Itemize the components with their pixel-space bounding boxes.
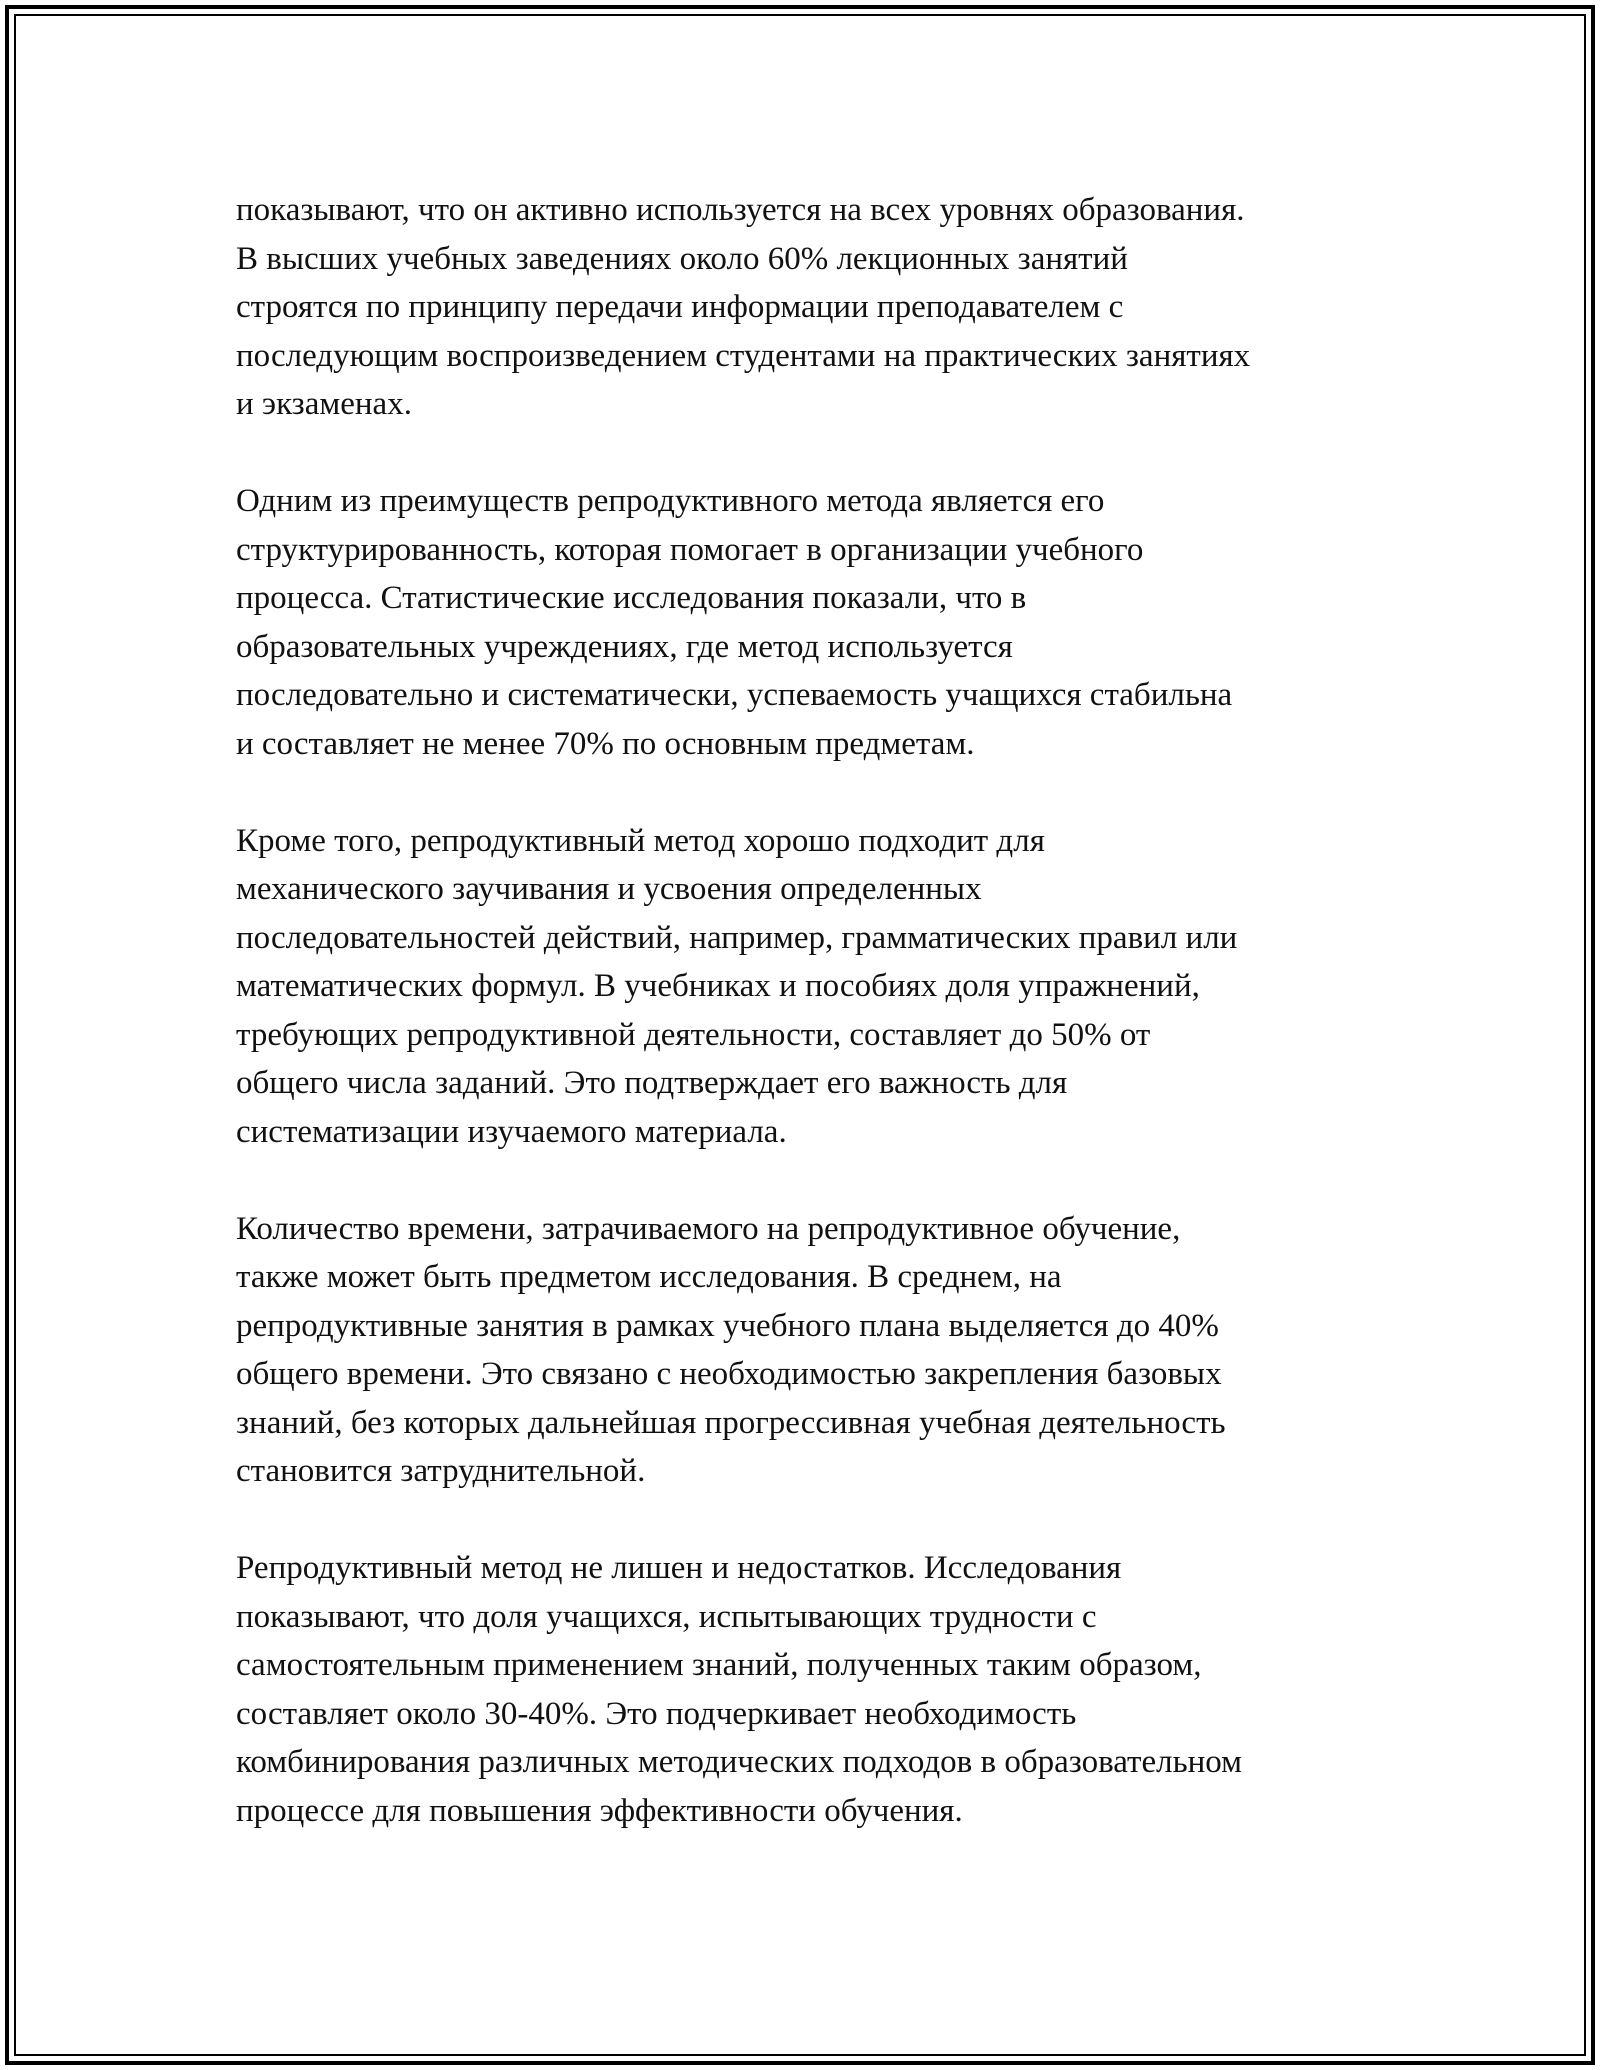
paragraph-3: Кроме того, репродуктивный метод хорошо подходит для механического заучивания и усвоения определенных последовательностей действий, например, грамматических правил или математических формул. В учебниках и пособиях доля упражнений, требующих репродуктивной деятельности, составляет до 50% от общего числа заданий. Это подтверждает его важность для систематизации изучаемого материала. (236, 822, 1238, 1150)
paragraph-2: Одним из преимуществ репродуктивного метода является его структурированность, которая помогает в организации учебного процесса. Статистические исследования показали, что в образовательных учреждениях, где метод используется последовательно и систематически, успеваемость учащихся стабильна и составляет не менее 70% по основным предметам. (236, 483, 1233, 762)
paragraph-4: Количество времени, затрачиваемого на репродуктивное обучение, также может быть предметом исследования. В среднем, на репродуктивные занятия в рамках учебного плана выделяется до 40% общего времени. Это связано с необходимостью закрепления базовых знаний, без которых дальнейшая прогрессивная учебная деятельность становится затруднительной. (236, 1210, 1226, 1489)
document-body (236, 186, 1376, 1884)
paragraph-1: показывают, что он активно используется на всех уровнях образования. В высших учебных заведениях около 60% лекционных занятий строятся по принципу передачи информации преподавателем с последующим воспроизведением студентами на практических занятиях и экзаменах. (236, 192, 1251, 422)
paragraph-5: Репродуктивный метод не лишен и недостатков. Исследования показывают, что доля учащихся, испытывающих трудности с самостоятельным применением знаний, полученных таким образом, составляет около 30-40%. Это подчеркивает необходимость комбинирования различных методических подходов в образовательном процессе для повышения эффективности обучения. (236, 1550, 1243, 1829)
